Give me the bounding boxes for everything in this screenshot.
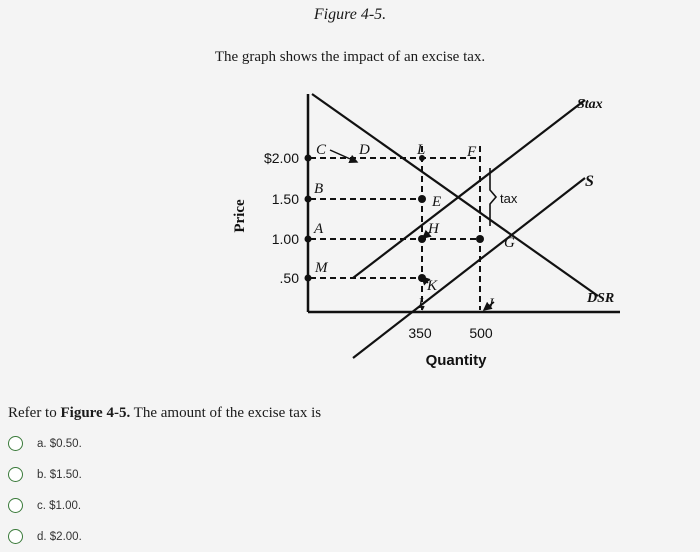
option-d[interactable] (8, 521, 82, 552)
point-1-50 (305, 196, 312, 203)
y-tick-2-00: $2.00 (263, 150, 299, 166)
point-label-f: F (467, 144, 477, 160)
figure-title: Figure 4-5. (313, 6, 387, 23)
point-0-50 (305, 275, 312, 282)
point-2-00 (305, 155, 312, 162)
arrow-c (330, 150, 357, 162)
curve-label-s: S (585, 173, 594, 190)
point-label-i: I (418, 296, 423, 312)
radio-button-d[interactable] (8, 529, 23, 544)
option-b[interactable] (8, 459, 82, 490)
option-a-label: a. $0.50. (37, 437, 82, 450)
radio-button-c[interactable] (8, 498, 23, 513)
supply-curve-with-tax (353, 100, 585, 278)
point-h (418, 235, 426, 243)
y-tick-1-00: 1.00 (271, 231, 299, 247)
figure-subtitle: The graph shows the impact of an excise tax. (214, 49, 486, 65)
y-tick-0-50: .50 (279, 270, 299, 286)
question-figure-ref: Figure 4-5. (60, 405, 131, 421)
point-label-j: J (487, 296, 494, 312)
tax-label: tax (500, 191, 518, 206)
option-c[interactable] (8, 490, 82, 521)
point-label-d: D (359, 142, 370, 158)
point-k (418, 274, 426, 282)
answer-options (8, 428, 82, 552)
y-tick-1-50: 1.50 (271, 191, 299, 207)
x-tick-350: 350 (408, 325, 432, 341)
radio-button-a[interactable] (8, 436, 23, 451)
point-label-k: K (427, 278, 438, 294)
point-g (476, 235, 484, 243)
x-tick-500: 500 (469, 325, 493, 341)
point-label-g: G (504, 235, 515, 251)
option-c-label: c. $1.00. (37, 499, 82, 512)
option-b-label: b. $1.50. (37, 468, 82, 481)
point-label-h: H (428, 221, 439, 237)
point-label-m: M (315, 260, 328, 276)
point-label-b: B (314, 181, 324, 197)
radio-button-b[interactable] (8, 467, 23, 482)
dashed-guides (310, 146, 480, 310)
point-label-a: A (314, 221, 324, 237)
point-label-e: E (432, 194, 442, 210)
question-body: The amount of the excise tax is (130, 405, 322, 421)
question-prefix: Refer to (8, 405, 61, 421)
key-points (305, 155, 485, 283)
excise-tax-graph (0, 80, 700, 380)
question-text (8, 405, 321, 422)
x-axis-label: Quantity (425, 352, 487, 369)
y-axis-label: Price (232, 199, 248, 233)
point-label-l: L (417, 142, 426, 158)
tax-bracket (490, 168, 496, 226)
curve-label-stax: Stax (577, 97, 603, 112)
option-a[interactable] (8, 428, 82, 459)
point-label-c: C (316, 142, 327, 158)
point-1-00 (305, 236, 312, 243)
option-d-label: d. $2.00. (37, 530, 82, 543)
point-e (418, 195, 426, 203)
curve-label-dsr: DSR (587, 291, 615, 306)
